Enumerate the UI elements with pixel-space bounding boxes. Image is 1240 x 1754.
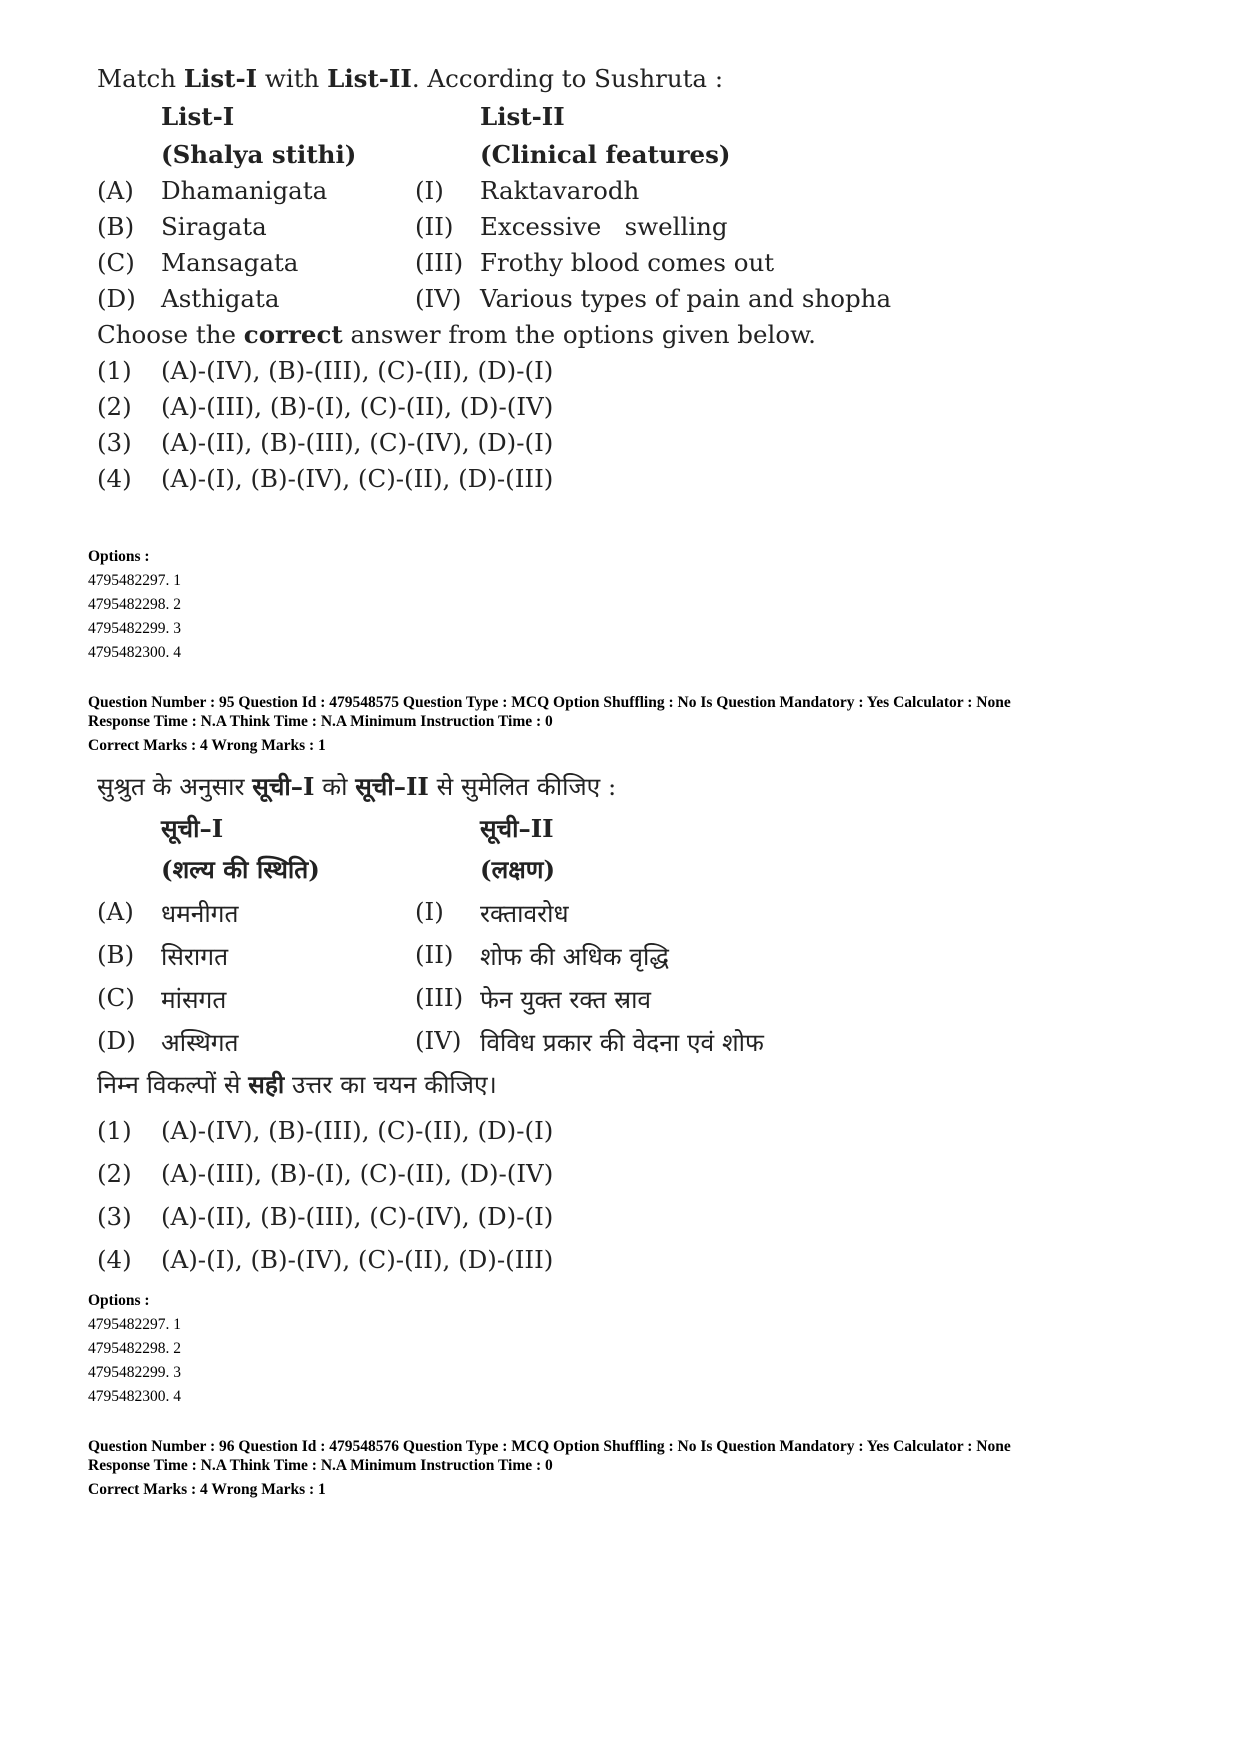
options-label: Options : — [88, 548, 150, 565]
list1-subheading: (Shalya stithi) — [161, 140, 357, 169]
choose-instruction: Choose the correct answer from the options given below. — [97, 320, 816, 349]
question-94-intro: Match List-I with List-II. According to Sushruta : — [97, 64, 724, 93]
document-page: Match List-I with List-II. According to Sushruta : List-I List-II (Shalya stithi) (Clinical features) (A) Dhamanigata (I) Raktavarodh (B) Siragata (II) Excessive swelling (C) Mansagata (III) Frothy blood comes out (D) Asthigata (IV) Various types of pain and shopha Choose the correct answer from the options given below. (1) (A)-(IV), (B)-(III), (C)-(II), (D)-(I) (2) (A)-(III), (B)-(I), (C)-(II), (D)-(IV) (3) (A)-(II), (B)-(III), (C)-(IV), (D)-(I) (4) (A)-(I), (B)-(IV), (C)-(II), (D)-(III) Options : 4795482297. 1 4795482298. 2 4795482299. 3 4795482300. 4 Question Number : 95 Question Id : 479548575 Question Type : MCQ Option Shuffling : No Is Question Mandatory : Yes Calculator : None Response Time : N.A Think Time : N.A Minimum Instruction Time : 0 Correct Marks : 4 Wrong Marks : 1 सुश्रुत के अनुसार सूची–I को सूची–II से सुमेलित कीजिए : सूची–I सूची–II (शल्य की स्थिति) (लक्षण) (A) धमनीगत (I) रक्तावरोध (B) सिरागत (II) शोफ की अधिक वृद्धि (C) मांसगत (III) फेन युक्त रक्त स्राव (D) अस्थिगत (IV) विविध प्रकार की वेदना एवं शोफ निम्न विकल्पों से सही उत्तर का चयन कीजिए। (1) (A)-(IV), (B)-(III), (C)-(II), (D)-(I) (2) (A)-(III), (B)-(I), (C)-(II), (D)-(IV) (3) (A)-(II), (B)-(III), (C)-(IV), (D)-(I) (4) (A)-(I), (B)-(IV), (C)-(II), (D)-(III) Options : 4795482297. 1 4795482298. 2 4795482299. 3 4795482300. 4 Question Number : 96 Question Id : 479548576 Question Type : MCQ Option Shuffling : No Is Question Mandatory : Yes Calculator : None Response Time : N.A Think Time : N.A Minimum Instruction Time : 0 Correct Marks : 4 Wrong Marks : 1 — [88, 64, 1011, 1498]
list2-subheading: (लक्षण) — [480, 855, 556, 884]
question-95-meta-line1: Question Number : 95 Question Id : 479548575 Question Type : MCQ Option Shuffling : No Is Question Mandatory : Yes Calculator : None — [88, 694, 1011, 711]
list1-heading: List-I — [161, 102, 235, 131]
option-id: 4795482299. 3 — [88, 1364, 181, 1381]
list2-heading: List-II — [480, 102, 565, 131]
option-id: 4795482299. 3 — [88, 620, 181, 637]
option-id: 4795482300. 4 — [88, 1388, 181, 1405]
list2-subheading: (Clinical features) — [480, 140, 731, 169]
option-id: 4795482297. 1 — [88, 1316, 181, 1333]
choose-instruction: निम्न विकल्पों से सही उत्तर का चयन कीजिए। — [97, 1070, 497, 1099]
list1-subheading: (शल्य की स्थिति) — [161, 855, 320, 884]
options-label: Options : — [88, 1292, 150, 1309]
option-id: 4795482298. 2 — [88, 1340, 181, 1357]
option-id: 4795482300. 4 — [88, 644, 181, 661]
question-96-meta-line2: Response Time : N.A Think Time : N.A Minimum Instruction Time : 0 — [88, 1457, 553, 1474]
question-96-meta-line3: Correct Marks : 4 Wrong Marks : 1 — [88, 1481, 326, 1498]
question-95-intro: सुश्रुत के अनुसार सूची–I को सूची–II से सुमेलित कीजिए : — [97, 772, 617, 801]
question-95-meta-line3: Correct Marks : 4 Wrong Marks : 1 — [88, 737, 326, 754]
question-96-meta-line1: Question Number : 96 Question Id : 479548576 Question Type : MCQ Option Shuffling : No Is Question Mandatory : Yes Calculator : None — [88, 1438, 1011, 1455]
list1-heading: सूची–I — [161, 814, 224, 843]
option-id: 4795482297. 1 — [88, 572, 181, 589]
option-id: 4795482298. 2 — [88, 596, 181, 613]
question-95-meta-line2: Response Time : N.A Think Time : N.A Minimum Instruction Time : 0 — [88, 713, 553, 730]
list2-heading: सूची–II — [480, 814, 554, 843]
